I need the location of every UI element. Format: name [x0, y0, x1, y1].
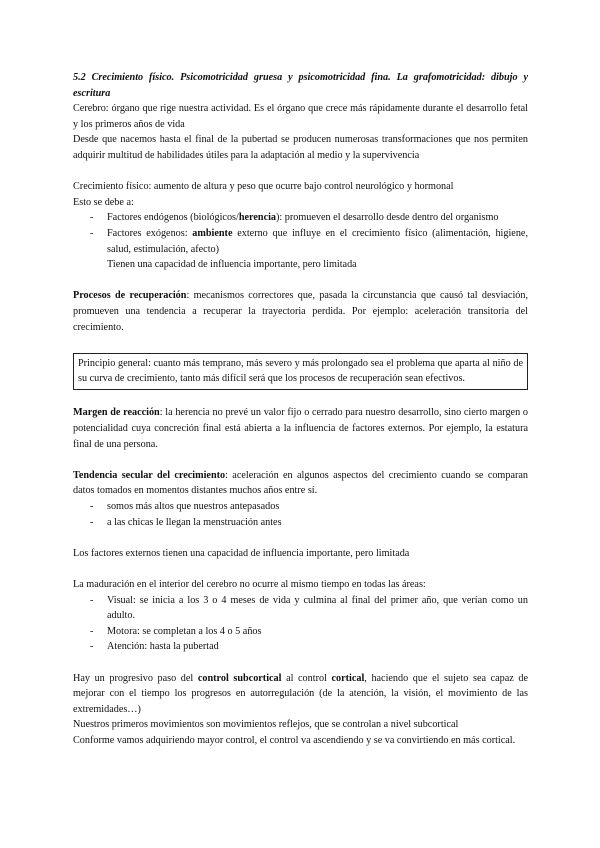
- spacer: [73, 390, 528, 406]
- intro-paragraph-birth: Desde que nacemos hasta el final de la pubertad se producen numerosas transformaciones que nos permiten adquirir multitud de habilidades útiles para la adaptación al medio y la supervivencia: [73, 134, 528, 161]
- reflex-paragraph: Nuestros primeros movimientos son movimientos reflejos, que se controlan a nivel subcortical: [73, 719, 459, 731]
- growth-factor-note: Tienen una capacidad de influencia importante, pero limitada: [107, 259, 357, 271]
- term-recovery: Procesos de recuperación: [73, 290, 187, 302]
- spacer: [73, 452, 528, 468]
- term-cortical: cortical: [331, 672, 365, 684]
- principle-text: Principio general: cuanto más temprano, más severo y más prolongado sea el problema que aparta al niño de su curva de crecimiento, tanto más difícil será que los procesos de recuperación sean efectivos.: [78, 357, 523, 385]
- spacer: [73, 655, 528, 671]
- secular-list: [73, 499, 528, 530]
- maturation-list: [73, 593, 528, 655]
- list-item: - Visual: se inicia a los 3 o 4 meses de vida y culmina al final del primer año, que verían como un adulto.: [73, 593, 528, 624]
- term-subcortical: control subcortical: [197, 672, 282, 684]
- recovery-paragraph: Procesos de recuperación: mecanismos correctores que, pasada la circunstancia que causó tal desviación, promueven una tendencia a recuperar la trayectoria perdida. Por ejemplo: aceleración transitoria del crecimiento.: [73, 290, 529, 333]
- list-item-endogenous: - Factores endógenos (biológicos/herencia): promueven el desarrollo desde dentro del organismo: [73, 210, 528, 226]
- list-item: - a las chicas le llegan la menstruación antes: [73, 515, 528, 531]
- term-secular: Tendencia secular del crecimiento: [73, 469, 226, 481]
- secular-paragraph: Tendencia secular del crecimiento: aceleración en algunos aspectos del crecimiento cuando se comparan datos tomados en momentos distantes muchos años entre sí.: [73, 469, 528, 497]
- growth-due-to: Esto se debe a:: [73, 196, 134, 208]
- document-page: [73, 70, 528, 749]
- intro-paragraph-brain: Cerebro: órgano que rige nuestra actividad. Es el órgano que crece más rápidamente durante el desarrollo fetal y los primeros años de vida: [73, 103, 528, 130]
- spacer: [73, 561, 528, 577]
- external-factors-paragraph: Los factores externos tienen una capacidad de influencia importante, pero limitada: [73, 547, 410, 559]
- spacer: [73, 335, 528, 351]
- term-reaction: Margen de reacción: [73, 407, 160, 419]
- control-ascending-paragraph: Conforme vamos adquiriendo mayor control, el control va ascendiendo y se va convirtiendo en más cortical.: [73, 734, 516, 746]
- list-item-exogenous: - Factores exógenos: ambiente externo que influye en el crecimiento físico (alimentación, higiene, salud, estimulación, afecto): [73, 226, 528, 257]
- list-item: - Atención: hasta la pubertad: [73, 639, 528, 655]
- term-herencia: herencia: [238, 212, 277, 224]
- growth-definition: Crecimiento físico: aumento de altura y peso que ocurre bajo control neurológico y hormonal: [73, 181, 454, 193]
- growth-factors-list: [73, 210, 528, 257]
- term-ambiente: ambiente: [192, 227, 233, 239]
- spacer: [73, 530, 528, 546]
- principle-box: [73, 353, 528, 390]
- control-paragraph: Hay un progresivo paso del control subcortical al control cortical, haciendo que el sujeto sea capaz de mejorar con el tiempo los progresos en autorregulación (de la atención, la visión, el movimiento de las extremidades…): [73, 672, 528, 715]
- list-item: - Motora: se completan a los 4 o 5 años: [73, 624, 528, 640]
- list-item: - somos más altos que nuestros antepasados: [73, 499, 528, 515]
- spacer: [73, 164, 528, 180]
- spacer: [73, 273, 528, 289]
- reaction-paragraph: Margen de reacción: la herencia no prevé un valor fijo o cerrado para nuestro desarrollo, sino cierto margen o potencialidad cuya concreción final está abierta a la influencia de factores externos. Por ejemplo, la estatura final de una persona.: [73, 407, 528, 450]
- section-heading: 5.2 Crecimiento físico. Psicomotricidad gruesa y psicomotricidad fina. La grafomotricidad: dibujo y escritura: [73, 72, 528, 99]
- maturation-intro: La maduración en el interior del cerebro no ocurre al mismo tiempo en todas las áreas:: [73, 579, 426, 590]
